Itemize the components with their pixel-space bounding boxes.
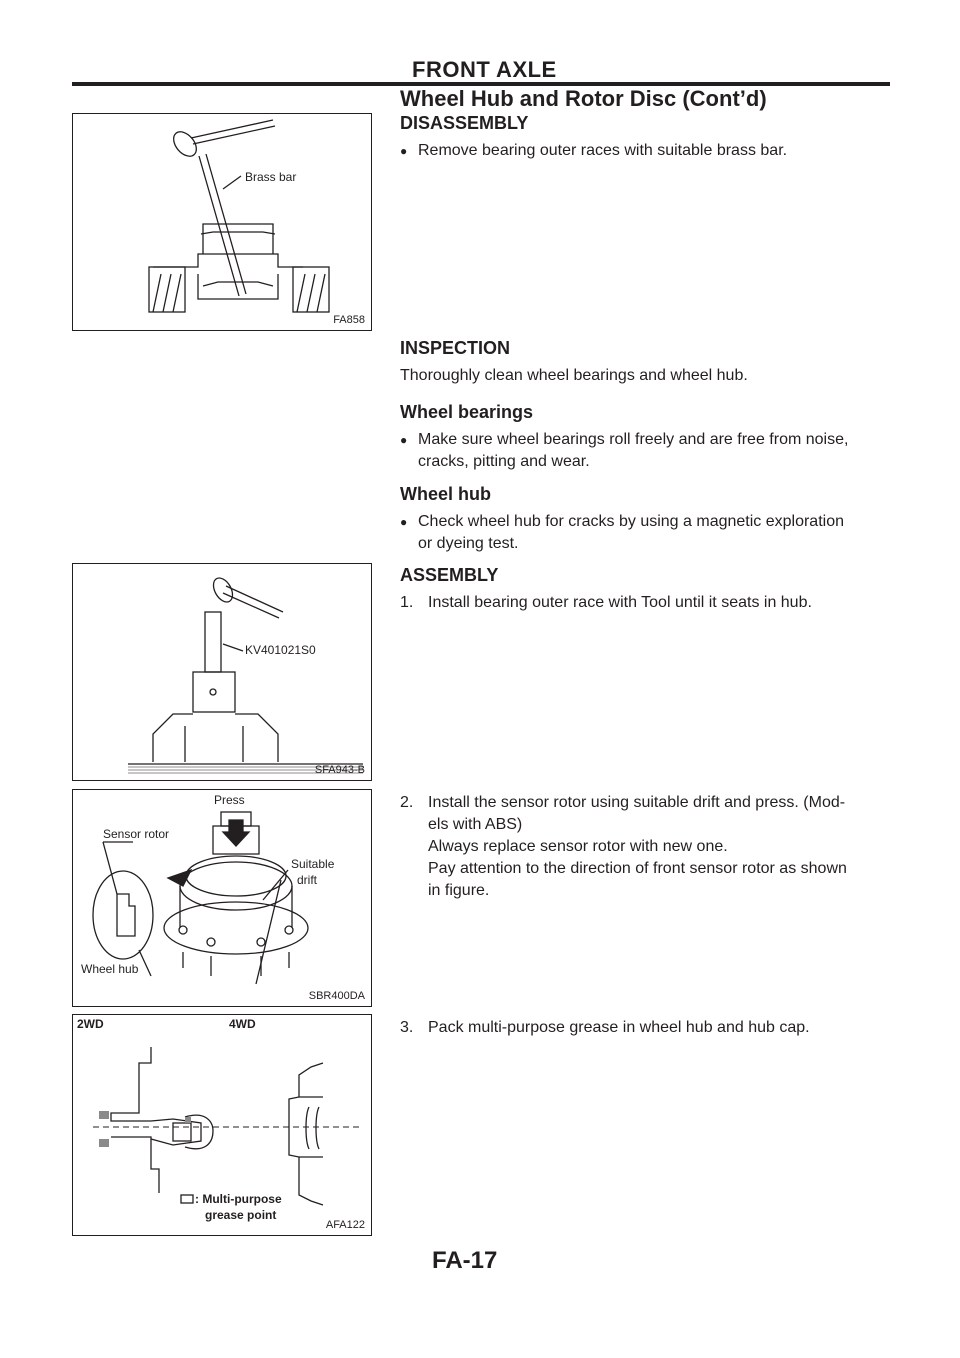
step-text-line: Install the sensor rotor using suitable drift and press. (Mod- [428,794,846,811]
step-text-line: Pay attention to the direction of front sensor rotor as shown [428,860,847,877]
figure-code: SBR400DA [308,990,365,1002]
step-text-line: in figure. [428,882,490,899]
step-text: Pack multi-purpose grease in wheel hub and hub cap. [428,1019,810,1036]
wheel-bearings-text-line: ● Make sure wheel bearings roll freely and are free from noise, [418,431,849,448]
disassembly-bullet [400,140,908,162]
figure-code: SFA943-B [314,764,365,776]
wheel-hub-heading: Wheel hub [400,484,491,504]
sensor-rotor-illustration [73,790,371,1006]
wheel-hub-bullet [400,511,913,555]
assembly-step-1 [400,592,923,614]
press-label: Press [214,793,245,807]
assembly-heading: ASSEMBLY [400,565,499,585]
wheel-bearings-text-line: cracks, pitting and wear. [418,453,590,470]
wheel-hub-text-line: ● Check wheel hub for cracks by using a magnetic exploration [418,513,844,530]
page-subtitle: Wheel Hub and Rotor Disc (Cont’d) [400,86,767,111]
legend-line-2: grease point [205,1208,277,1222]
tool-number-label: KV401021S0 [245,643,316,657]
assembly-step-3 [400,1017,923,1039]
figure-code: FA858 [333,314,365,326]
drift-label: drift [297,873,318,887]
suitable-label: Suitable [291,857,335,871]
disassembly-bullet-text: Remove bearing outer races with suitable brass bar. [418,142,788,159]
wheel-bearings-heading: Wheel bearings [400,402,534,422]
4wd-label: 4WD [229,1017,256,1031]
legend-line-1: : Multi-purpose [195,1192,282,1206]
page-number: FA-17 [432,1247,498,1274]
sensor-rotor-label: Sensor rotor [103,827,170,841]
figure-sensor-rotor [72,789,372,1007]
inspection-intro: Thoroughly clean wheel bearings and wheel hub. [400,367,748,384]
figure-tool-install [72,563,372,781]
figure-brass-bar [72,113,372,331]
step-text-line: Always replace sensor rotor with new one. [428,838,728,855]
wheel-hub-text-line: or dyeing test. [418,535,519,552]
figure-code: AFA122 [325,1219,365,1231]
figure-grease-points [72,1014,372,1236]
2wd-label: 2WD [77,1017,104,1031]
step-text-line: els with ABS) [428,816,523,833]
section-title: FRONT AXLE [412,57,557,82]
step-number: 3. [400,1019,414,1036]
tool-install-illustration [73,564,371,780]
step-text: Install bearing outer race with Tool until it seats in hub. [428,594,812,611]
step-number: 2. [400,794,414,811]
grease-points-illustration [73,1015,371,1235]
disassembly-heading: DISASSEMBLY [400,113,529,133]
brass-bar-illustration [73,114,371,330]
brass-bar-label: Brass bar [245,170,297,184]
assembly-step-2 [400,792,923,902]
inspection-heading: INSPECTION [400,338,511,358]
wheel-bearings-bullet [400,429,913,473]
step-number: 1. [400,594,414,611]
wheel-hub-label: Wheel hub [81,962,139,976]
